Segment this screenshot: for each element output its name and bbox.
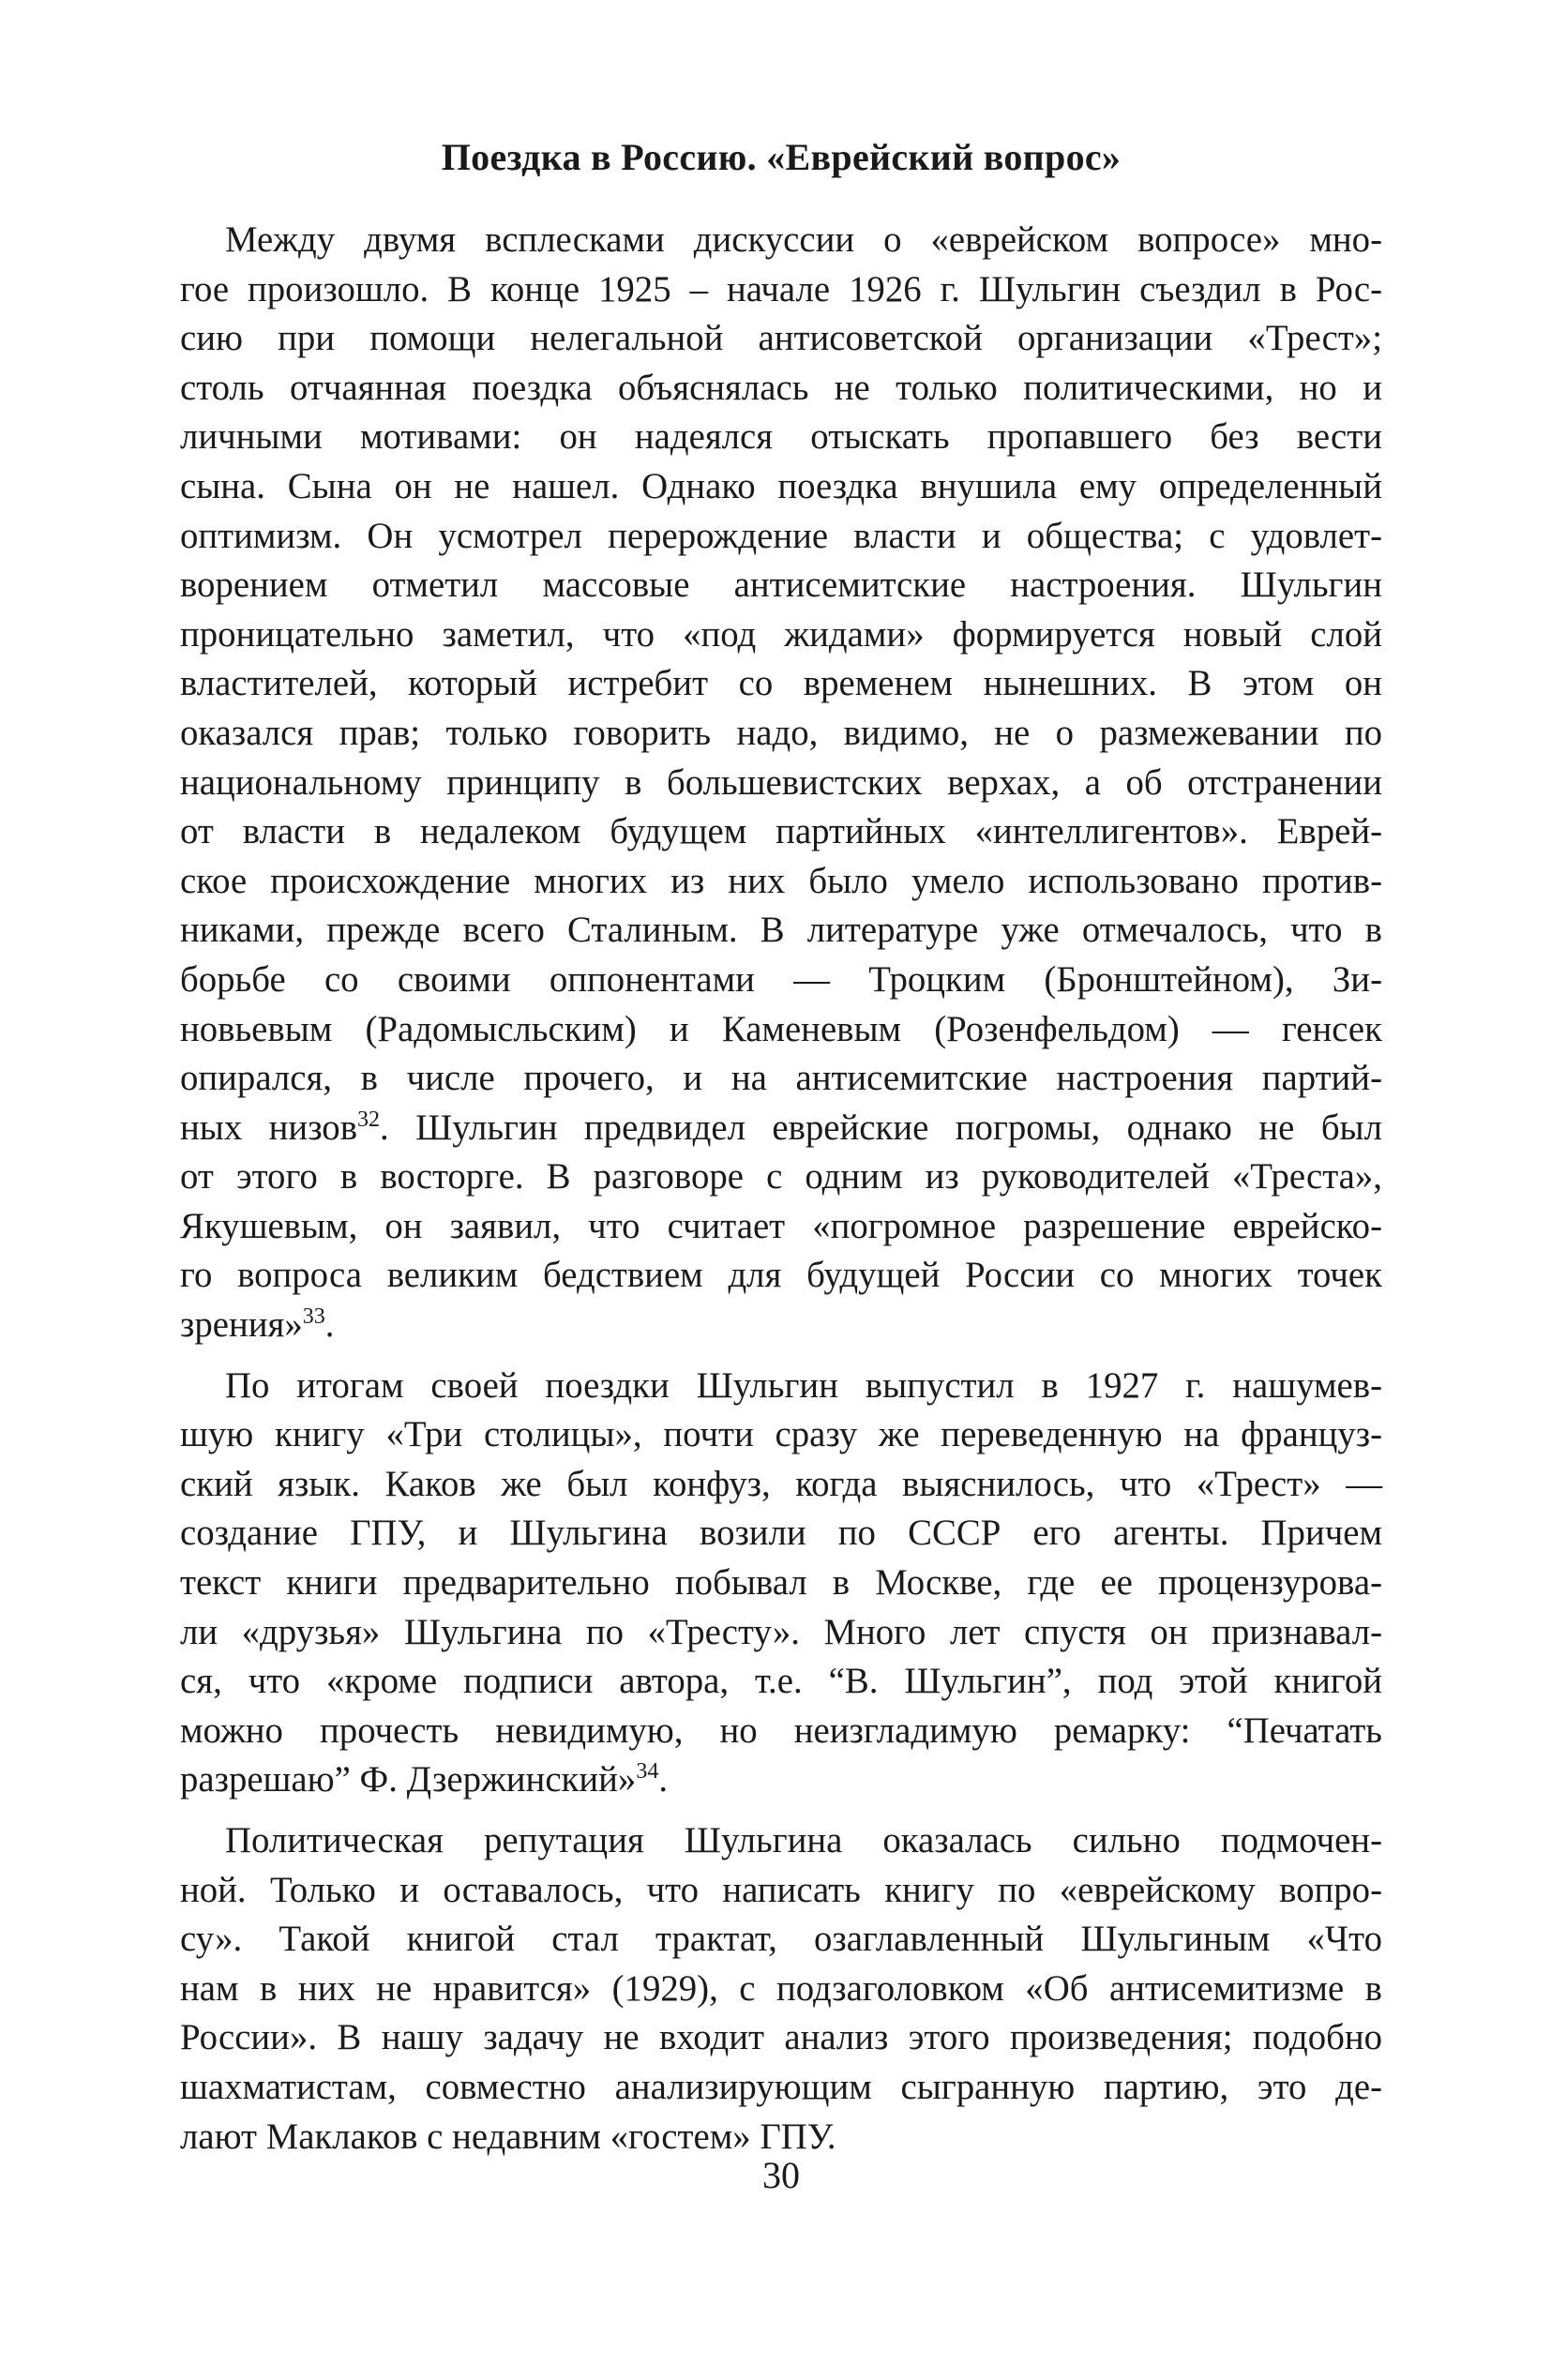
text-line-with-footnote [180, 1104, 1382, 1153]
text-line: борьбе со своими оппонентами — Троцким (Бронштейном), Зи- [180, 958, 1382, 1000]
text-line: гое произошло. В конце 1925 – начале 1926 г. Шульгин съездил в Рос- [180, 268, 1382, 309]
paragraph-3 [180, 1816, 1382, 2162]
text-line: от этого в восторге. В разговоре с одним из руководителей «Треста», [180, 1156, 1382, 1198]
text-line: ский язык. Каков же был конфуз, когда выяснилось, что «Трест» — [180, 1463, 1382, 1504]
text-line-with-footnote [180, 1755, 1382, 1805]
text-line: су». Такой книгой стал трактат, озаглавленный Шульгиным «Что [180, 1919, 1382, 1960]
text-line: лают Маклаков с недавним «гостем» ГПУ. [180, 2116, 836, 2157]
text-line: ной. Только и оставалось, что написать книгу по «еврейскому вопро- [180, 1869, 1382, 1910]
text-line: шую книгу «Три столицы», почти сразу же переведенную на француз- [180, 1414, 1382, 1455]
text-line: текст книги предварительно побывал в Москве, где ее процензурова- [180, 1562, 1382, 1604]
paragraph-2 [180, 1362, 1382, 1805]
text-fragment: . [324, 1304, 335, 1346]
text-fragment: разрешаю” Ф. Дзержинский» [180, 1759, 637, 1800]
paragraph-1 [180, 216, 1382, 1350]
book-page [180, 133, 1382, 2196]
text-line: Якушевым, он заявил, что считает «погромное разрешение еврейско- [180, 1205, 1382, 1246]
footnote-ref-32: 32 [357, 1107, 381, 1132]
text-line: проницательно заметил, что «под жидами» формируется новый слой [180, 613, 1382, 655]
footnote-ref-33: 33 [302, 1304, 325, 1330]
text-line: ся, что «кроме подписи автора, т.е. “В. Шульгин”, под этой книгой [180, 1661, 1382, 1702]
text-line: ворением отметил массовые антисемитские настроения. Шульгин [180, 565, 1382, 606]
text-line: от власти в недалеком будущем партийных «интеллигентов». Еврей- [180, 811, 1382, 852]
page-number: 30 [762, 2154, 800, 2196]
text-line: сию при помощи нелегальной антисоветской организации «Трест»; [180, 318, 1382, 359]
text-fragment: зрения» [180, 1304, 303, 1346]
text-line: создание ГПУ, и Шульгина возили по СССР его агенты. Причем [180, 1513, 1382, 1554]
text-fragment: . Шульгин предвидел еврейские погромы, однако не был [380, 1107, 1382, 1148]
text-line: оптимизм. Он усмотрел перерождение власти и общества; с удовлет- [180, 515, 1382, 556]
chapter-heading: Поездка в Россию. «Еврейский вопрос» [441, 136, 1122, 178]
text-line: никами, прежде всего Сталиным. В литературе уже отмечалось, что в [180, 910, 1382, 951]
text-fragment: ных низов [180, 1107, 358, 1148]
text-line: сына. Сына он не нашел. Однако поездка внушила ему определенный [180, 465, 1382, 506]
text-line: оказался прав; только говорить надо, видимо, не о размежевании по [180, 712, 1382, 753]
text-line: нам в них не нравится» (1929), с подзаголовком «Об антисемитизме в [180, 1967, 1382, 2009]
text-line: властителей, который истребит со временем нынешних. В этом он [180, 663, 1382, 704]
text-line: новьевым (Радомысльским) и Каменевым (Розенфельдом) — генсек [180, 1008, 1382, 1049]
text-line: По итогам своей поездки Шульгин выпустил в 1927 г. нашумев- [225, 1364, 1382, 1406]
text-line: личными мотивами: он надеялся отыскать пропавшего без вести [180, 416, 1382, 458]
text-line: опирался, в числе прочего, и на антисемитские настроения партий- [180, 1058, 1382, 1099]
footnote-ref-34: 34 [636, 1759, 659, 1785]
text-fragment: . [658, 1759, 669, 1800]
text-line: Между двумя всплесками дискуссии о «еврейском вопросе» мно- [225, 219, 1382, 260]
text-line: ское происхождение многих из них было умело использовано против- [180, 860, 1382, 901]
text-line: Политическая репутация Шульгина оказалась сильно подмочен- [225, 1820, 1382, 1860]
text-line: го вопроса великим бедствием для будущей России со многих точек [180, 1255, 1382, 1296]
text-line: России». В нашу задачу не входит анализ этого произведения; подобно [180, 2017, 1382, 2058]
text-line: можно прочесть невидимую, но неизгладимую ремарку: “Печатать [180, 1710, 1382, 1751]
text-line: столь отчаянная поездка объяснялась не только политическими, но и [180, 367, 1382, 408]
text-line: национальному принципу в большевистских верхах, а об отстранении [180, 761, 1382, 803]
text-line-with-footnote [180, 1301, 1382, 1350]
text-line: ли «друзья» Шульгина по «Тресту». Много лет спустя он признавал- [180, 1611, 1382, 1652]
text-line: шахматистам, совместно анализирующим сыгранную партию, это де- [180, 2066, 1382, 2107]
